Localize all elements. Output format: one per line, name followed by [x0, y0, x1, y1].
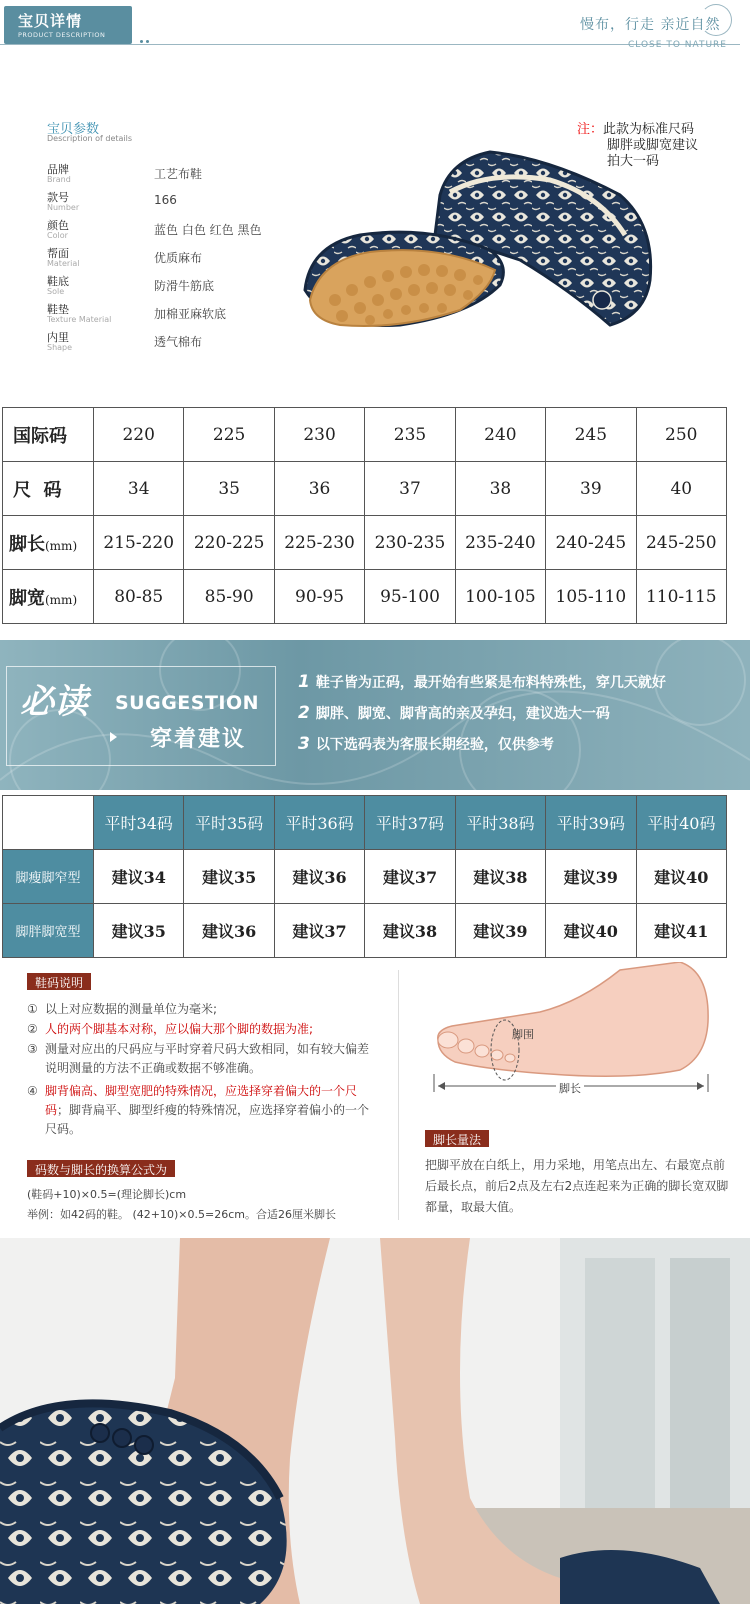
row-label: [3, 570, 94, 624]
product-photo: [0, 1238, 750, 1604]
note-line: 拍大一码: [607, 154, 660, 169]
column-header: 平时37码: [365, 796, 455, 850]
table-cell: 240-245: [546, 516, 636, 570]
table-cell: 100-105: [455, 570, 545, 624]
detail-value: 透气棉布: [154, 335, 203, 349]
suggestion-item: [298, 672, 666, 692]
note-item: [27, 1000, 377, 1019]
table-cell: 250: [636, 408, 726, 462]
shoe-image: [290, 140, 660, 350]
note-text: 测量对应出的尺码应与平时穿着尺码大致相同，如有较大偏差说明测量的方法不正确或数据不够准确。: [45, 1042, 370, 1075]
table-cell: 220-225: [184, 516, 274, 570]
header-title: 宝贝详情: [18, 12, 83, 30]
detail-value: 蓝色 白色 红色 黑色: [154, 223, 262, 237]
details-subtitle: Description of details: [47, 134, 133, 143]
suggestion-item: [298, 703, 610, 723]
table-row: [3, 408, 727, 462]
table-cell: 220: [94, 408, 184, 462]
table-row: [3, 462, 727, 516]
row-label-text: 脚长: [9, 533, 45, 555]
note-prefix: 注：: [577, 122, 604, 137]
row-label: 脚胖脚宽型: [3, 904, 94, 958]
table-cell: 80-85: [94, 570, 184, 624]
table-cell: 230-235: [365, 516, 455, 570]
note-text: ；脚背扁平、脚型纤瘦的特殊情况，应选择穿着偏小的一个尺码。: [45, 1103, 370, 1136]
detail-key-en: Shape: [47, 343, 73, 352]
formula-example: 举例：如42码的鞋。 (42+10)×0.5=26cm。合适26厘米脚长: [27, 1208, 336, 1221]
detail-key: 款号: [47, 191, 69, 204]
table-cell: 建议35: [94, 904, 184, 958]
row-unit: (mm): [45, 592, 78, 607]
table-cell: 215-220: [94, 516, 184, 570]
header-tab: [4, 6, 132, 44]
detail-value: 166: [154, 193, 177, 207]
table-cell: 245-250: [636, 516, 726, 570]
item-text: 脚胖、脚宽、脚背高的亲及孕妇，建议选大一码: [315, 706, 610, 722]
table-row: [3, 570, 727, 624]
table-cell: 230: [274, 408, 364, 462]
row-label: [3, 462, 94, 516]
row-label: 脚瘦脚窄型: [3, 850, 94, 904]
item-number: 2: [298, 703, 310, 723]
column-header: 平时40码: [636, 796, 726, 850]
detail-value: 加棉亚麻软底: [154, 307, 227, 321]
row-unit: (mm): [45, 538, 78, 553]
note-text: 人的两个脚基本对称，应以偏大那个脚的数据为准;: [45, 1022, 314, 1036]
table-cell: 37: [365, 462, 455, 516]
table-cell: 建议36: [274, 850, 364, 904]
detail-key: 颜色: [47, 219, 69, 232]
table-cell: 35: [184, 462, 274, 516]
header: [0, 0, 750, 60]
column-header: 平时35码: [184, 796, 274, 850]
row-label-text: 国际码: [13, 425, 67, 447]
detail-key: 鞋底: [47, 275, 69, 288]
table-cell: 建议40: [636, 850, 726, 904]
size-table: [2, 407, 727, 624]
note-text: 以上对应数据的测量单位为毫米;: [45, 1002, 218, 1016]
detail-key: 鞋垫: [47, 303, 69, 316]
table-cell: 36: [274, 462, 364, 516]
table-cell: 40: [636, 462, 726, 516]
note-line: 此款为标准尺码: [603, 122, 695, 137]
table-row: [3, 850, 727, 904]
header-subtitle: PRODUCT DESCRIPTION: [18, 31, 106, 39]
section-divider: [398, 970, 399, 1220]
slogan-en: CLOSE TO NATURE: [628, 40, 727, 50]
suggestion-item: [298, 734, 554, 754]
detail-key-en: Sole: [47, 287, 65, 296]
table-cell: 建议40: [546, 904, 636, 958]
table-cell: 建议39: [455, 904, 545, 958]
detail-key-en: Number: [47, 203, 80, 212]
detail-key: 帮面: [47, 247, 69, 260]
note-item: [27, 1040, 377, 1078]
detail-key-en: Brand: [47, 175, 71, 184]
table-row: [3, 904, 727, 958]
note-number: ④: [27, 1084, 38, 1098]
table-cell: 建议38: [455, 850, 545, 904]
table-cell: 建议34: [94, 850, 184, 904]
table-cell: 85-90: [184, 570, 274, 624]
slogan: 慢布，行走 亲近自然: [580, 17, 721, 33]
note-line: 脚胖或脚宽建议: [607, 138, 699, 153]
column-header: 平时38码: [455, 796, 545, 850]
table-cell: 39: [546, 462, 636, 516]
detail-key-en: Material: [47, 259, 80, 268]
table-cell: 38: [455, 462, 545, 516]
table-cell: 110-115: [636, 570, 726, 624]
dot-decoration: [146, 40, 149, 43]
item-text: 鞋子皆为正码，最开始有些紧是布料特殊性，穿几天就好: [315, 675, 666, 691]
table-cell: 建议36: [184, 904, 274, 958]
table-header-row: [3, 796, 727, 850]
size-notes-title: 鞋码说明: [27, 973, 91, 990]
table-cell: 90-95: [274, 570, 364, 624]
table-cell: 建议37: [365, 850, 455, 904]
item-number: 3: [298, 734, 310, 754]
table-cell: 建议35: [184, 850, 274, 904]
detail-value: 防滑牛筋底: [154, 279, 215, 293]
detail-key: 品牌: [47, 163, 69, 176]
detail-value: 优质麻布: [154, 251, 203, 265]
item-text: 以下选码表为客服长期经验，仅供参考: [315, 737, 554, 753]
note-number: ①: [27, 1002, 38, 1016]
table-cell: 240: [455, 408, 545, 462]
table-row: [3, 516, 727, 570]
table-cell: 225: [184, 408, 274, 462]
item-number: 1: [298, 672, 310, 692]
table-cell: 34: [94, 462, 184, 516]
column-header: 平时39码: [546, 796, 636, 850]
table-cell: 建议37: [274, 904, 364, 958]
note-number: ②: [27, 1022, 38, 1036]
column-header: 平时34码: [94, 796, 184, 850]
table-cell: 225-230: [274, 516, 364, 570]
foot-length-label: 脚长: [556, 1080, 584, 1096]
note-item: [27, 1082, 377, 1139]
row-label: [3, 516, 94, 570]
arrow-right-icon: [110, 732, 117, 742]
dot-decoration: [140, 40, 143, 43]
corner-cell: [3, 796, 94, 850]
table-cell: 245: [546, 408, 636, 462]
model-photo: [0, 1238, 750, 1604]
formula-line: (鞋码+10)×0.5=(理论脚长)cm: [27, 1188, 187, 1201]
formula-title: 码数与脚长的换算公式为: [27, 1160, 175, 1177]
row-label-text: 脚宽: [9, 587, 45, 609]
must-read-title: 必读: [20, 682, 88, 722]
table-cell: 105-110: [546, 570, 636, 624]
table-cell: 235-240: [455, 516, 545, 570]
table-cell: 235: [365, 408, 455, 462]
row-label: [3, 408, 94, 462]
row-label-text: 尺 码: [13, 479, 62, 501]
recommend-table: [2, 795, 727, 958]
table-cell: 建议41: [636, 904, 726, 958]
note-item: [27, 1020, 377, 1039]
table-cell: 95-100: [365, 570, 455, 624]
table-cell: 建议38: [365, 904, 455, 958]
table-cell: 建议39: [546, 850, 636, 904]
measure-title: 脚长量法: [425, 1130, 489, 1147]
detail-key-en: Color: [47, 231, 68, 240]
details-title: 宝贝参数: [47, 122, 100, 137]
note-number: ③: [27, 1042, 38, 1056]
detail-value: 工艺布鞋: [154, 167, 203, 181]
ring-decoration: [700, 4, 732, 36]
note-text-red: 脚背偏高、脚型宽肥的特殊情况，应选择穿着偏大的一个尺码: [45, 1084, 358, 1117]
measure-text: 把脚平放在白纸上，用力采地，用笔点出左、右最宽点前后最长点，前后2点及左右2点连起来为正确的脚长宽双脚都量，取最大值。: [425, 1158, 729, 1214]
foot-girth-label: 脚围: [512, 1028, 534, 1041]
suggestion-banner: [0, 640, 750, 790]
detail-key: 内里: [47, 331, 69, 344]
detail-key-en: Texture Material: [47, 315, 112, 324]
suggestion-en: SUGGESTION: [115, 692, 260, 714]
column-header: 平时36码: [274, 796, 364, 850]
suggestion-subtitle: 穿着建议: [150, 727, 247, 752]
